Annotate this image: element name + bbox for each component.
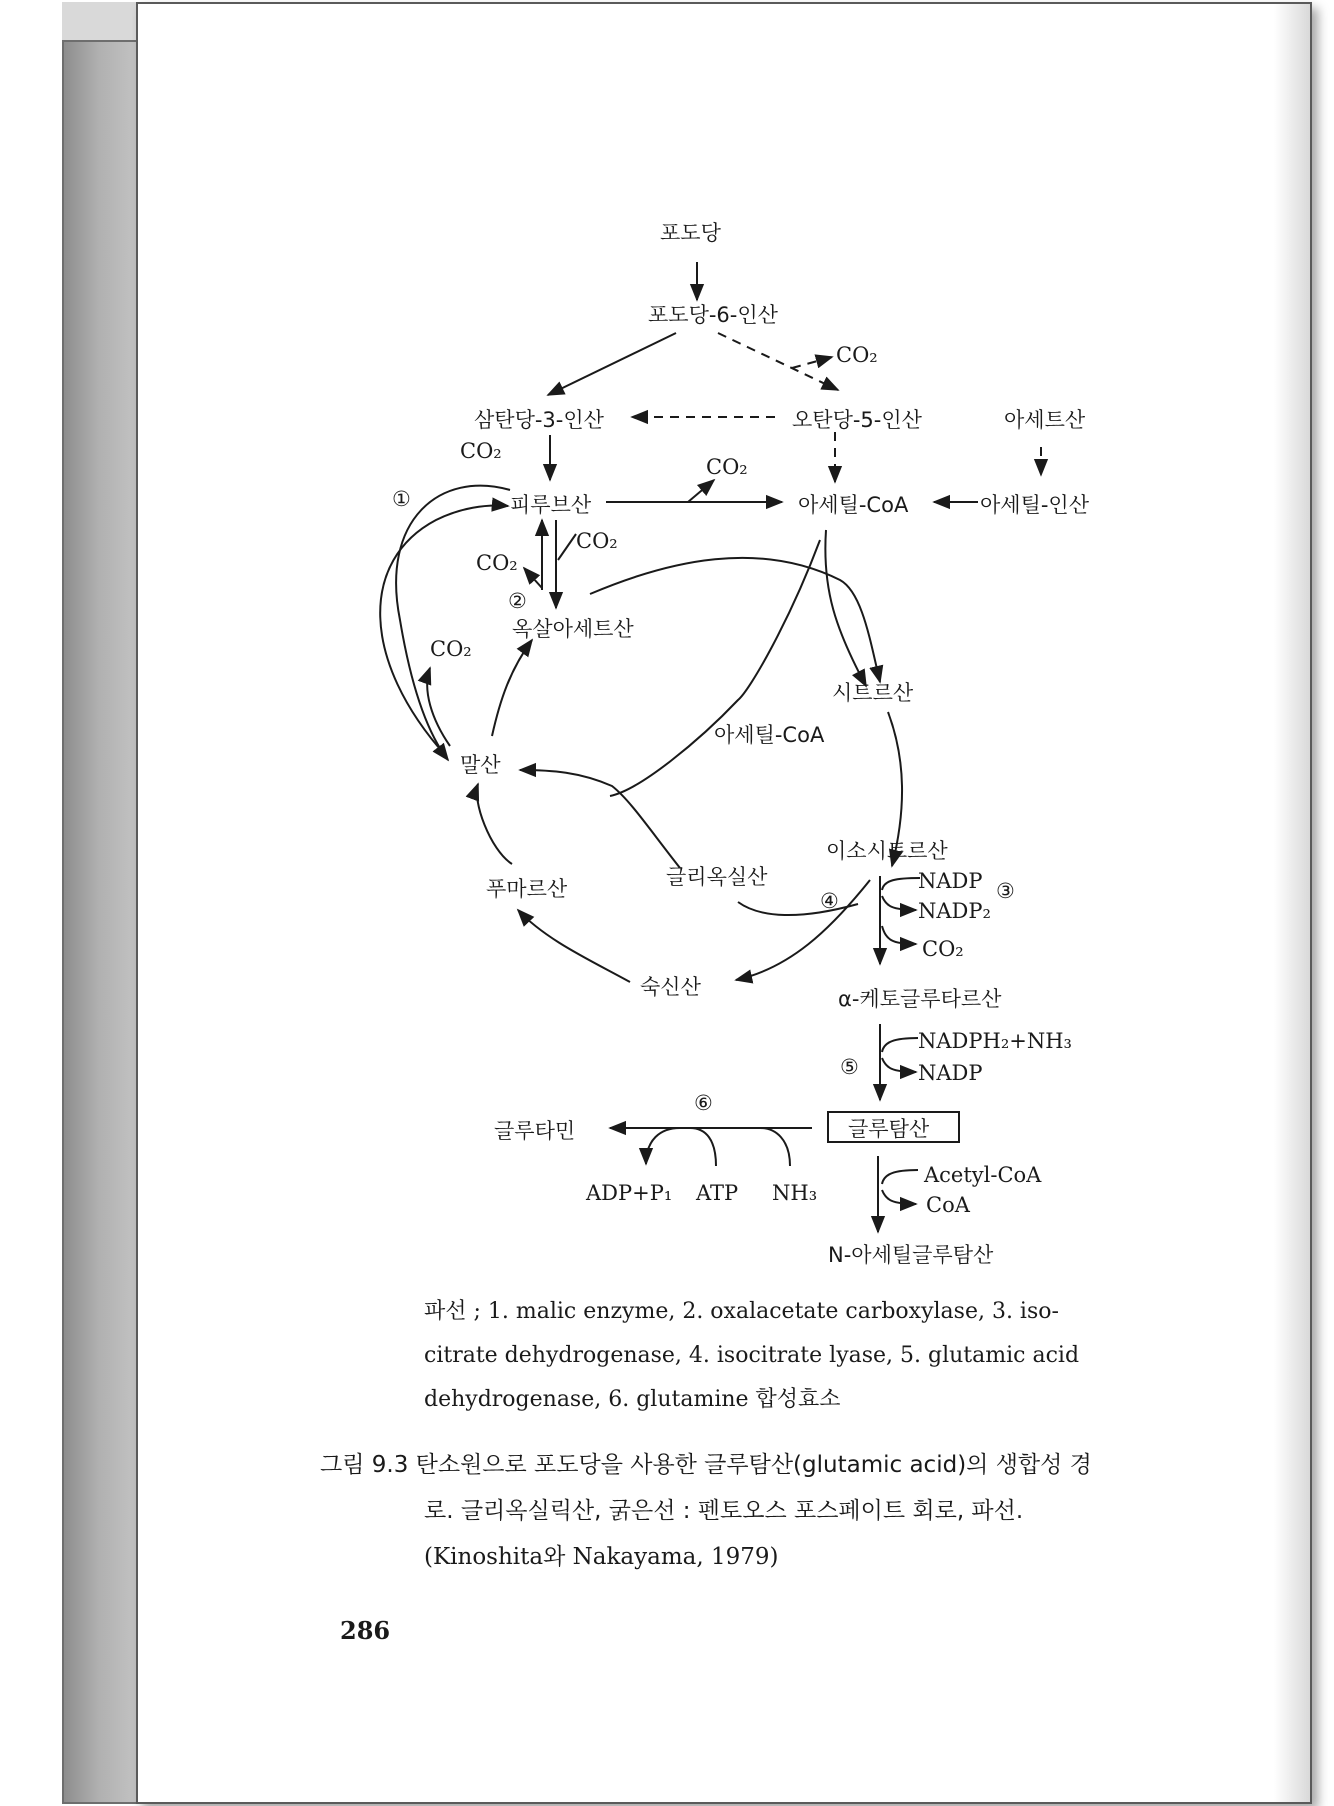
line-atp-in	[690, 1128, 716, 1166]
label-nadp2: NADP₂	[918, 899, 991, 923]
label-acetylcoa-3: Acetyl-CoA	[924, 1163, 1042, 1187]
label-co2-3: CO₂	[922, 937, 964, 961]
line-acetylcoa-in	[882, 1170, 918, 1184]
label-adp: ADP+P₁	[586, 1181, 673, 1205]
arrow-pyruvic-malic	[396, 486, 510, 760]
arrow-isocitric-succinic	[736, 880, 870, 980]
label-malic: 말산	[460, 753, 501, 777]
label-co2-pyruvic: CO₂	[706, 455, 748, 479]
arrow-glyoxylic-malic	[520, 770, 680, 868]
legend-line-3: dehydrogenase, 6. glutamine 합성효소	[424, 1387, 841, 1412]
legend-line-1: 파선 ; 1. malic enzyme, 2. oxalacetate carboxylase, 3. iso-	[424, 1299, 1059, 1324]
label-co2-triose: CO₂	[460, 439, 502, 463]
label-n1: ①	[392, 487, 411, 511]
label-co2-1: CO₂	[836, 343, 878, 367]
label-n2: ②	[508, 589, 527, 613]
arrow-fumaric-malic	[477, 784, 512, 864]
label-nh3: NH₃	[772, 1181, 818, 1205]
label-g6p: 포도당-6-인산	[648, 303, 778, 327]
label-acetylphosphate: 아세틸-인산	[980, 493, 1090, 517]
label-nacetyl: N-아세틸글루탐산	[828, 1243, 994, 1267]
arrow-co2-out-2	[524, 568, 542, 588]
label-succinic: 숙신산	[640, 975, 701, 999]
label-n5: ⑤	[840, 1055, 859, 1079]
arrow-succinic-fumaric	[518, 910, 630, 982]
page-number: 286	[340, 1616, 391, 1645]
label-oxaloacetic: 옥살아세트산	[512, 617, 634, 641]
line-co2-in-2	[558, 534, 576, 560]
figure-caption-line-3: (Kinoshita와 Nakayama, 1979)	[424, 1544, 779, 1570]
figure-caption-line-1: 그림 9.3 탄소원으로 포도당을 사용한 글루탐산(glutamic acid)의 생합성 경	[320, 1452, 1092, 1478]
label-akg: α-케토글루타르산	[838, 987, 1002, 1011]
dash-co2-release-1	[792, 357, 832, 368]
label-pyruvic: 피루브산	[510, 493, 592, 517]
label-n4: ④	[820, 889, 839, 913]
label-nadph2nh3: NADPH₂+NH₃	[918, 1029, 1072, 1053]
line-acetylcoa-glyoxylate	[610, 540, 820, 796]
label-triose: 삼탄당-3-인산	[474, 408, 604, 432]
arrow-co2-from-pyruvic	[688, 480, 714, 502]
label-pentose: 오탄당-5-인산	[792, 408, 922, 432]
label-acetylcoa-2: 아세틸-CoA	[714, 723, 825, 747]
arrow-coa-out	[882, 1190, 916, 1204]
arrow-adp-out	[646, 1128, 680, 1164]
line-nh3-in	[760, 1128, 790, 1166]
arrow-malic-co2	[427, 668, 450, 746]
arrow-nadp-out-5	[882, 1058, 916, 1072]
label-glutamic: 글루탐산	[848, 1117, 930, 1141]
label-acetic: 아세트산	[1004, 408, 1086, 432]
label-co2-in-2: CO₂	[576, 529, 618, 553]
line-nadp-in	[882, 878, 920, 890]
label-co2-out-2: CO₂	[476, 551, 518, 575]
line-nadph2-in	[882, 1038, 918, 1052]
label-coa: CoA	[926, 1193, 970, 1217]
legend-line-2: citrate dehydrogenase, 4. isocitrate lyase, 5. glutamic acid	[424, 1343, 1080, 1368]
label-citric: 시트르산	[832, 681, 914, 705]
label-n3: ③	[996, 879, 1015, 903]
label-n6: ⑥	[694, 1091, 713, 1115]
label-atp: ATP	[696, 1181, 739, 1205]
line-isocitric-glyoxylic	[738, 902, 858, 915]
label-isocitric: 이소시트르산	[826, 839, 948, 863]
arrow-malic-oxaloacetic	[492, 640, 532, 736]
label-nadp: NADP	[918, 869, 983, 893]
arrow-co2-out-3	[882, 926, 916, 944]
figure-caption-line-2: 로. 글리옥실릭산, 굵은선 : 펜토오스 포스페이트 회로, 파선.	[424, 1498, 1024, 1524]
label-glyoxylic: 글리옥실산	[666, 865, 768, 889]
label-fumaric: 푸마르산	[486, 877, 568, 901]
label-co2-malic: CO₂	[430, 637, 472, 661]
label-glucose: 포도당	[660, 221, 721, 245]
label-glutamine: 글루타민	[494, 1119, 576, 1143]
arrow-g6p-triose	[548, 333, 676, 395]
arrow-nadp2-out	[882, 896, 916, 910]
label-acetylcoa: 아세틸-CoA	[798, 493, 909, 517]
dash-g6p-pentose	[718, 333, 838, 390]
arrow-malic-pyruvic	[380, 506, 508, 756]
label-nadp-5: NADP	[918, 1061, 983, 1085]
